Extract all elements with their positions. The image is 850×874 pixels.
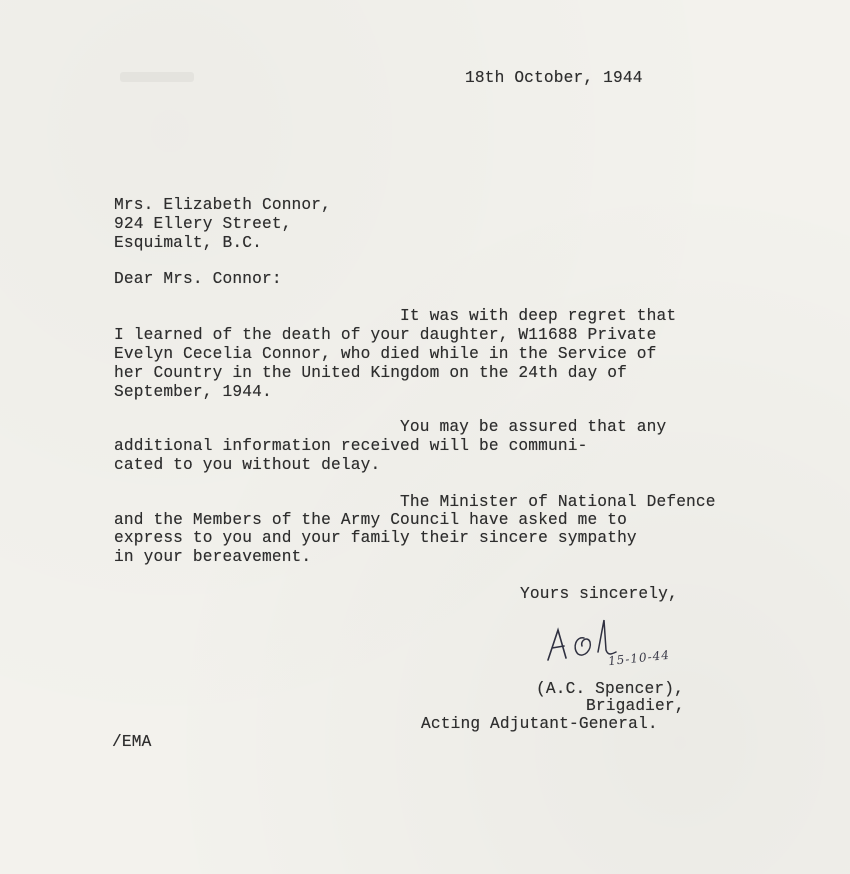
paragraph-3-line-1: The Minister of National Defence <box>400 493 716 511</box>
erased-mark <box>120 72 194 82</box>
paragraph-1-line-2: I learned of the death of your daughter, W11688 Private <box>114 326 657 344</box>
paragraph-3-line-3: express to you and your family their sincere sympathy <box>114 529 637 547</box>
signatory-name: (A.C. Spencer), <box>536 680 684 698</box>
paragraph-3-line-2: and the Members of the Army Council have asked me to <box>114 511 627 529</box>
paragraph-2-line-1: You may be assured that any <box>400 418 667 436</box>
recipient-street: 924 Ellery Street, <box>114 215 292 233</box>
recipient-name: Mrs. Elizabeth Connor, <box>114 196 332 214</box>
reference-initials: /EMA <box>112 733 152 751</box>
paragraph-2-line-3: cated to you without delay. <box>114 456 381 474</box>
paragraph-1-line-3: Evelyn Cecelia Connor, who died while in the Service of <box>114 345 657 363</box>
paragraph-1-line-1: It was with deep regret that <box>400 307 677 325</box>
closing: Yours sincerely, <box>520 585 678 603</box>
paragraph-2-line-2: additional information received will be communi- <box>114 437 588 455</box>
recipient-city: Esquimalt, B.C. <box>114 234 262 252</box>
paragraph-1-line-5: September, 1944. <box>114 383 272 401</box>
salutation: Dear Mrs. Connor: <box>114 270 282 288</box>
paragraph-1-line-4: her Country in the United Kingdom on the 24th day of <box>114 364 627 382</box>
signatory-rank: Brigadier, <box>586 697 685 715</box>
signature-date: 15-10-44 <box>607 647 671 669</box>
signatory-title: Acting Adjutant-General. <box>421 715 658 733</box>
paragraph-3-line-4: in your bereavement. <box>114 548 312 566</box>
letter-date: 18th October, 1944 <box>465 69 643 87</box>
